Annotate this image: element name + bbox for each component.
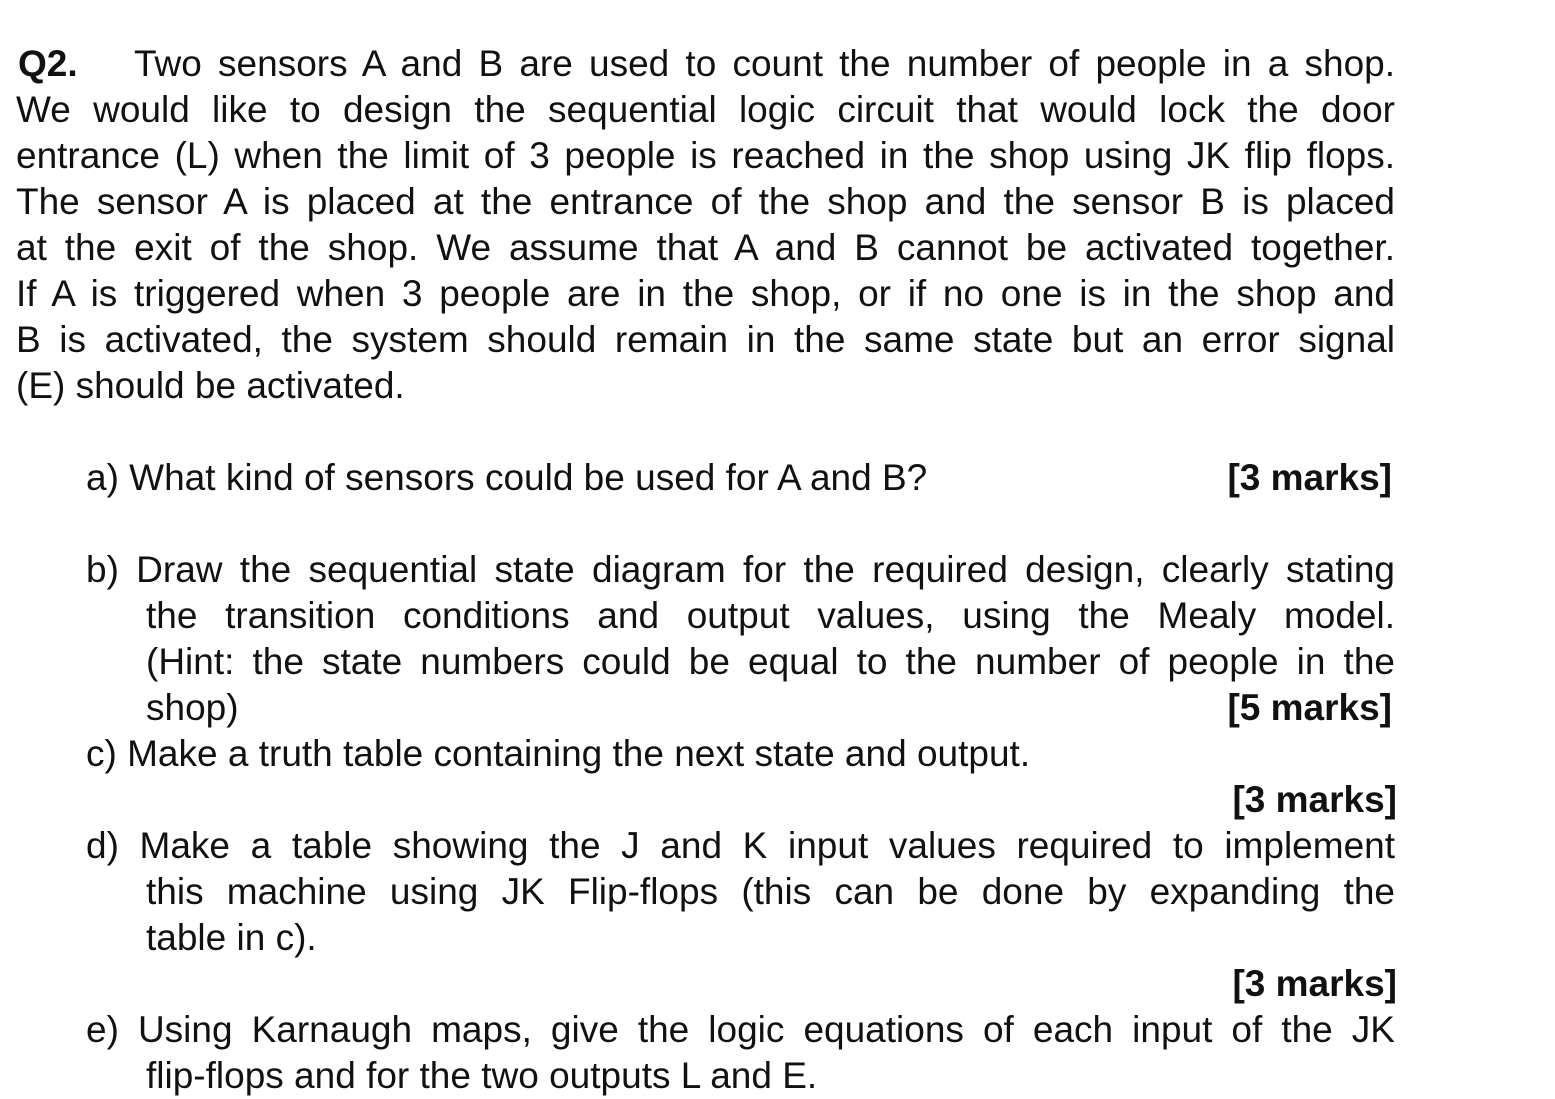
part-e-line-2: flip-flops and for the two outputs L and E. [146,1055,818,1096]
part-e-line-1: e) Using Karnaugh maps, give the logic equations of each input of the JK [86,1009,1395,1050]
intro-line-4: The sensor A is placed at the entrance of the shop and the sensor B is placed [16,181,1395,222]
part-b-line-4: shop) [146,687,239,728]
part-b-line-2: the transition conditions and output values, using the Mealy model. [146,595,1395,636]
part-d-line-3: table in c). [146,917,317,958]
part-d-marks: [3 marks] [1232,963,1397,1004]
intro-line-8: (E) should be activated. [16,365,405,406]
question-number: Q2. [18,43,78,84]
part-d-line-1: d) Make a table showing the J and K input values required to implement [86,825,1395,866]
intro-line-6: If A is triggered when 3 people are in the shop, or if no one is in the shop and [16,273,1395,314]
part-b-line-3: (Hint: the state numbers could be equal to the number of people in the [146,641,1395,682]
intro-line-1: Two sensors A and B are used to count the number of people in a shop. [134,43,1395,84]
intro-line-7: B is activated, the system should remain in the same state but an error signal [16,319,1395,360]
part-d-line-2: this machine using JK Flip-flops (this can be done by expanding the [146,871,1395,912]
intro-line-5: at the exit of the shop. We assume that A and B cannot be activated together. [16,227,1395,268]
intro-line-2: We would like to design the sequential logic circuit that would lock the door [16,89,1395,130]
part-a-marks: [3 marks] [1227,457,1392,498]
part-a-line-1: a) What kind of sensors could be used for A and B? [86,457,928,498]
intro-line-3: entrance (L) when the limit of 3 people is reached in the shop using JK flip flops. [16,135,1395,176]
part-b-line-1: b) Draw the sequential state diagram for the required design, clearly stating [86,549,1395,590]
part-c-line-1: c) Make a truth table containing the next state and output. [86,733,1031,774]
part-c-marks: [3 marks] [1232,779,1397,820]
part-b-marks: [5 marks] [1227,687,1392,728]
